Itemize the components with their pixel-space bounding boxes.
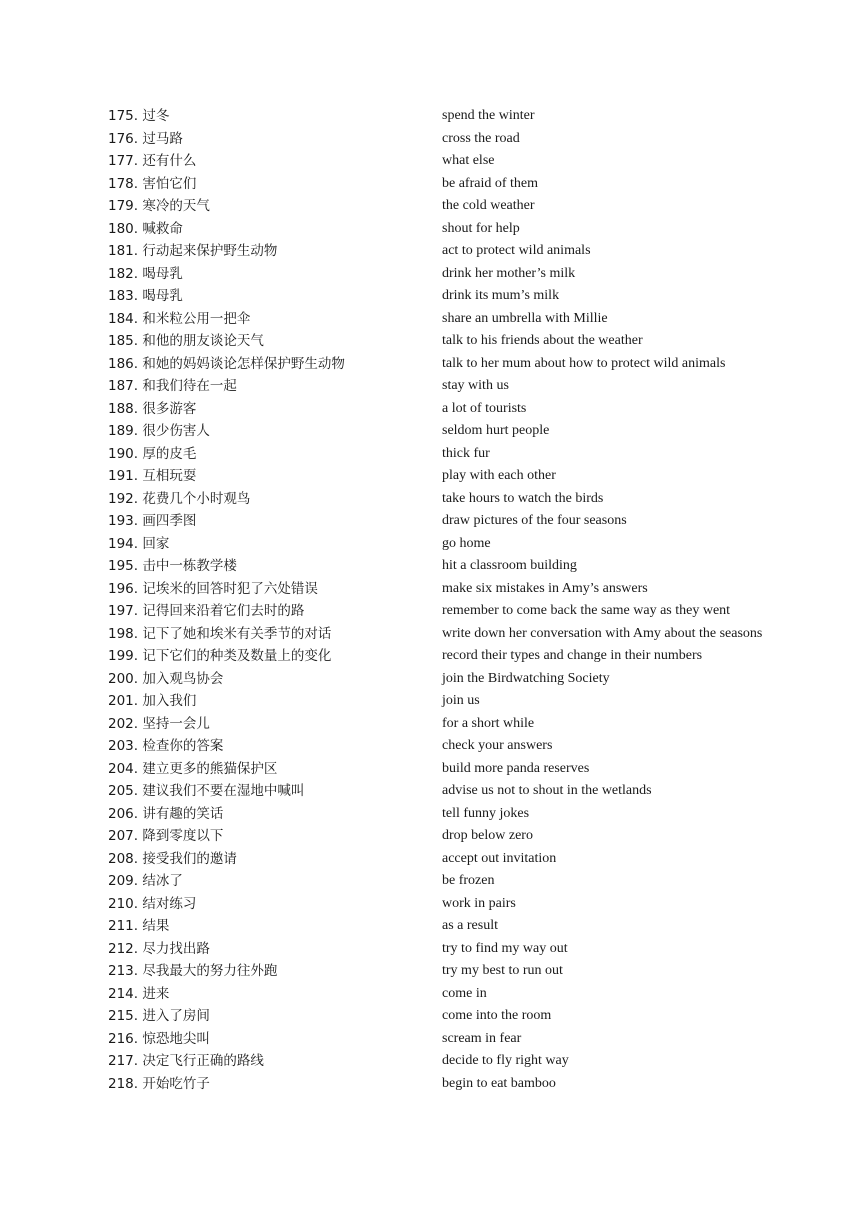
chinese-phrase: 213. 尽我最大的努力往外跑 bbox=[108, 963, 278, 979]
chinese-phrase: 201. 加入我们 bbox=[108, 693, 197, 709]
vocab-row bbox=[108, 915, 808, 938]
chinese-phrase: 199. 记下它们的种类及数量上的变化 bbox=[108, 648, 332, 664]
english-phrase: try to find my way out bbox=[442, 940, 568, 956]
vocab-row bbox=[108, 668, 808, 691]
english-phrase: begin to eat bamboo bbox=[442, 1075, 556, 1091]
vocab-row bbox=[108, 938, 808, 961]
vocabulary-list bbox=[108, 105, 808, 1095]
vocab-row bbox=[108, 623, 808, 646]
english-phrase: shout for help bbox=[442, 220, 520, 236]
vocab-row bbox=[108, 240, 808, 263]
english-phrase: drink her mother’s milk bbox=[442, 265, 576, 281]
chinese-phrase: 210. 结对练习 bbox=[108, 895, 197, 912]
english-phrase: join us bbox=[442, 693, 480, 708]
english-phrase: accept out invitation bbox=[442, 850, 557, 866]
chinese-phrase: 179. 寒冷的天气 bbox=[108, 198, 210, 214]
vocab-row bbox=[108, 443, 808, 466]
chinese-phrase: 185. 和他的朋友谈论天气 bbox=[108, 333, 264, 349]
english-phrase: hit a classroom building bbox=[442, 558, 577, 573]
vocab-row bbox=[108, 960, 808, 983]
vocab-row bbox=[108, 195, 808, 218]
english-phrase: drink its mum’s milk bbox=[442, 288, 560, 303]
chinese-phrase: 175. 过冬 bbox=[108, 108, 170, 124]
english-phrase: check your answers bbox=[442, 738, 553, 753]
vocab-row bbox=[108, 600, 808, 623]
vocab-row bbox=[108, 735, 808, 758]
chinese-phrase: 215. 进入了房间 bbox=[108, 1008, 210, 1024]
vocab-row bbox=[108, 870, 808, 893]
chinese-phrase: 218. 开始吃竹子 bbox=[108, 1075, 210, 1092]
vocab-row bbox=[108, 105, 808, 128]
english-phrase: play with each other bbox=[442, 468, 556, 483]
vocab-row bbox=[108, 1028, 808, 1051]
vocab-row bbox=[108, 488, 808, 511]
chinese-phrase: 196. 记埃米的回答时犯了六处错误 bbox=[108, 580, 318, 597]
english-phrase: what else bbox=[442, 153, 495, 168]
english-phrase: work in pairs bbox=[442, 895, 516, 911]
chinese-phrase: 211. 结果 bbox=[108, 918, 170, 934]
english-phrase: advise us not to shout in the wetlands bbox=[442, 783, 652, 798]
chinese-phrase: 183. 喝母乳 bbox=[108, 288, 183, 304]
english-phrase: for a short while bbox=[442, 715, 535, 731]
english-phrase: go home bbox=[442, 535, 491, 551]
vocab-row bbox=[108, 533, 808, 556]
chinese-phrase: 195. 击中一栋教学楼 bbox=[108, 558, 237, 574]
chinese-phrase: 182. 喝母乳 bbox=[108, 265, 183, 282]
chinese-phrase: 189. 很少伤害人 bbox=[108, 423, 210, 439]
vocab-row bbox=[108, 308, 808, 331]
chinese-phrase: 184. 和米粒公用一把伞 bbox=[108, 310, 251, 327]
english-phrase: be frozen bbox=[442, 873, 495, 888]
chinese-phrase: 190. 厚的皮毛 bbox=[108, 445, 197, 462]
vocab-row bbox=[108, 1050, 808, 1073]
english-phrase: write down her conversation with Amy about the seasons bbox=[442, 625, 763, 641]
english-phrase: build more panda reserves bbox=[442, 760, 590, 776]
chinese-phrase: 214. 进来 bbox=[108, 985, 170, 1002]
chinese-phrase: 188. 很多游客 bbox=[108, 400, 197, 417]
chinese-phrase: 206. 讲有趣的笑话 bbox=[108, 805, 224, 822]
english-phrase: seldom hurt people bbox=[442, 423, 550, 438]
english-phrase: come in bbox=[442, 985, 487, 1001]
english-phrase: act to protect wild animals bbox=[442, 243, 591, 258]
vocab-row bbox=[108, 510, 808, 533]
vocab-row bbox=[108, 645, 808, 668]
vocab-row bbox=[108, 1073, 808, 1096]
vocab-row bbox=[108, 263, 808, 286]
english-phrase: spend the winter bbox=[442, 108, 535, 123]
chinese-phrase: 205. 建议我们不要在湿地中喊叫 bbox=[108, 783, 305, 799]
english-phrase: decide to fly right way bbox=[442, 1053, 569, 1068]
vocab-row bbox=[108, 150, 808, 173]
english-phrase: be afraid of them bbox=[442, 175, 539, 191]
vocab-row bbox=[108, 983, 808, 1006]
vocab-row bbox=[108, 893, 808, 916]
vocab-row bbox=[108, 128, 808, 151]
chinese-phrase: 198. 记下了她和埃米有关季节的对话 bbox=[108, 625, 332, 642]
english-phrase: make six mistakes in Amy’s answers bbox=[442, 580, 648, 596]
chinese-phrase: 178. 害怕它们 bbox=[108, 175, 197, 192]
english-phrase: come into the room bbox=[442, 1008, 552, 1023]
chinese-phrase: 186. 和她的妈妈谈论怎样保护野生动物 bbox=[108, 355, 345, 372]
chinese-phrase: 181. 行动起来保护野生动物 bbox=[108, 243, 278, 259]
vocab-row bbox=[108, 780, 808, 803]
vocab-row bbox=[108, 848, 808, 871]
chinese-phrase: 200. 加入观鸟协会 bbox=[108, 670, 224, 687]
chinese-phrase: 177. 还有什么 bbox=[108, 153, 197, 169]
english-phrase: record their types and change in their numbers bbox=[442, 648, 703, 663]
english-phrase: the cold weather bbox=[442, 198, 535, 213]
vocab-row bbox=[108, 375, 808, 398]
vocab-row bbox=[108, 1005, 808, 1028]
chinese-phrase: 217. 决定飞行正确的路线 bbox=[108, 1053, 264, 1069]
chinese-phrase: 203. 检查你的答案 bbox=[108, 738, 224, 754]
vocab-row bbox=[108, 803, 808, 826]
chinese-phrase: 194. 回家 bbox=[108, 535, 170, 552]
vocab-row bbox=[108, 330, 808, 353]
english-phrase: stay with us bbox=[442, 378, 509, 393]
vocab-row bbox=[108, 690, 808, 713]
english-phrase: a lot of tourists bbox=[442, 400, 527, 416]
chinese-phrase: 207. 降到零度以下 bbox=[108, 828, 224, 844]
chinese-phrase: 208. 接受我们的邀请 bbox=[108, 850, 237, 867]
english-phrase: take hours to watch the birds bbox=[442, 490, 604, 506]
vocab-row bbox=[108, 825, 808, 848]
chinese-phrase: 193. 画四季图 bbox=[108, 513, 197, 529]
english-phrase: tell funny jokes bbox=[442, 805, 530, 821]
vocab-row bbox=[108, 758, 808, 781]
vocab-row bbox=[108, 218, 808, 241]
vocab-row bbox=[108, 398, 808, 421]
chinese-phrase: 212. 尽力找出路 bbox=[108, 940, 210, 957]
vocab-row bbox=[108, 173, 808, 196]
chinese-phrase: 202. 坚持一会儿 bbox=[108, 715, 210, 732]
english-phrase: talk to his friends about the weather bbox=[442, 333, 643, 348]
chinese-phrase: 204. 建立更多的熊猫保护区 bbox=[108, 760, 278, 777]
vocab-row bbox=[108, 353, 808, 376]
chinese-phrase: 209. 结冰了 bbox=[108, 873, 183, 889]
english-phrase: drop below zero bbox=[442, 828, 533, 843]
english-phrase: remember to come back the same way as they went bbox=[442, 603, 731, 618]
english-phrase: as a result bbox=[442, 918, 498, 933]
english-phrase: try my best to run out bbox=[442, 963, 563, 978]
chinese-phrase: 191. 互相玩耍 bbox=[108, 468, 197, 484]
chinese-phrase: 180. 喊救命 bbox=[108, 220, 183, 237]
english-phrase: scream in fear bbox=[442, 1030, 522, 1046]
chinese-phrase: 187. 和我们待在一起 bbox=[108, 378, 237, 394]
vocab-row bbox=[108, 555, 808, 578]
english-phrase: cross the road bbox=[442, 130, 520, 146]
english-phrase: share an umbrella with Millie bbox=[442, 310, 608, 326]
chinese-phrase: 216. 惊恐地尖叫 bbox=[108, 1030, 210, 1047]
chinese-phrase: 197. 记得回来沿着它们去时的路 bbox=[108, 603, 305, 619]
chinese-phrase: 176. 过马路 bbox=[108, 130, 183, 147]
english-phrase: draw pictures of the four seasons bbox=[442, 513, 627, 528]
vocab-row bbox=[108, 578, 808, 601]
vocab-row bbox=[108, 713, 808, 736]
vocab-row bbox=[108, 420, 808, 443]
chinese-phrase: 192. 花费几个小时观鸟 bbox=[108, 490, 251, 507]
english-phrase: thick fur bbox=[442, 445, 490, 461]
vocab-row bbox=[108, 285, 808, 308]
english-phrase: join the Birdwatching Society bbox=[442, 670, 610, 686]
vocab-row bbox=[108, 465, 808, 488]
english-phrase: talk to her mum about how to protect wild animals bbox=[442, 355, 726, 371]
